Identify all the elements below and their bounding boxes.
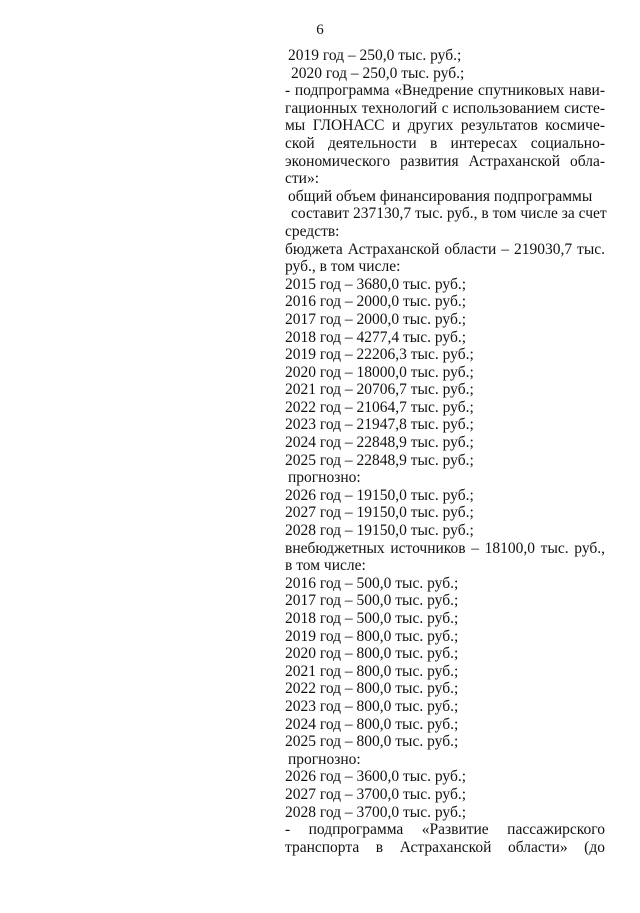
text-line: внебюджетных источников – 18100,0 тыс. руб., bbox=[285, 539, 605, 557]
text-line: 2027 год – 3700,0 тыс. руб.; bbox=[285, 785, 467, 803]
text-line: 2020 год – 250,0 тыс. руб.; bbox=[291, 64, 465, 82]
text-line: 2023 год – 21947,8 тыс. руб.; bbox=[285, 416, 474, 434]
text-line: - подпрограмма «Внедрение спутниковых нави- bbox=[285, 82, 605, 100]
text-line: сти»: bbox=[285, 170, 320, 188]
text-line: 2018 год – 4277,4 тыс. руб.; bbox=[285, 328, 467, 346]
text-line: 2025 год – 22848,9 тыс. руб.; bbox=[285, 451, 474, 469]
text-line: 2020 год – 800,0 тыс. руб.; bbox=[285, 645, 459, 663]
text-line: 2019 год – 250,0 тыс. руб.; bbox=[288, 47, 462, 64]
text-line: 2016 год – 500,0 тыс. руб.; bbox=[285, 574, 459, 592]
text-line: 2023 год – 800,0 тыс. руб.; bbox=[285, 697, 459, 715]
text-line: - подпрограмма «Развитие пассажирского bbox=[285, 821, 605, 839]
text-line: 2018 год – 500,0 тыс. руб.; bbox=[285, 610, 459, 627]
text-line: руб., в том числе: bbox=[285, 258, 401, 276]
text-line: 2025 год – 800,0 тыс. руб.; bbox=[285, 733, 459, 751]
text-line: мы ГЛОНАСС и других результатов космиче- bbox=[285, 117, 605, 135]
text-line: 2024 год – 800,0 тыс. руб.; bbox=[285, 715, 459, 733]
text-line: прогнозно: bbox=[288, 750, 361, 768]
text-line: 2020 год – 18000,0 тыс. руб.; bbox=[285, 363, 474, 381]
text-line: 2022 год – 800,0 тыс. руб.; bbox=[285, 680, 459, 698]
text-line: 2021 год – 20706,7 тыс. руб.; bbox=[285, 381, 474, 399]
text-line: прогнозно: bbox=[288, 469, 361, 487]
text-line: 2017 год – 500,0 тыс. руб.; bbox=[285, 592, 459, 610]
text-line: 2017 год – 2000,0 тыс. руб.; bbox=[285, 310, 467, 328]
text-line: ской деятельности в интересах социально- bbox=[285, 134, 605, 152]
text-line: в том числе: bbox=[285, 557, 366, 575]
text-line: 2019 год – 800,0 тыс. руб.; bbox=[285, 627, 459, 645]
text-line: 2024 год – 22848,9 тыс. руб.; bbox=[285, 434, 474, 452]
text-line: 2019 год – 22206,3 тыс. руб.; bbox=[285, 346, 474, 364]
text-line: 2028 год – 19150,0 тыс. руб.; bbox=[285, 522, 474, 540]
text-line: бюджета Астраханской области – 219030,7 тыс. bbox=[285, 240, 605, 258]
text-line: общий объем финансирования подпрограммы bbox=[288, 187, 593, 205]
text-line: 2015 год – 3680,0 тыс. руб.; bbox=[285, 275, 467, 293]
text-line: 2026 год – 3600,0 тыс. руб.; bbox=[285, 768, 467, 786]
text-line: 2022 год – 21064,7 тыс. руб.; bbox=[285, 398, 474, 416]
page-number: 6 bbox=[316, 22, 324, 38]
document-text bbox=[285, 47, 605, 856]
text-line: 2016 год – 2000,0 тыс. руб.; bbox=[285, 293, 467, 311]
text-line: 2027 год – 19150,0 тыс. руб.; bbox=[285, 504, 474, 522]
text-line: составит 237130,7 тыс. руб., в том числе за счет bbox=[291, 205, 607, 223]
text-line: 2028 год – 3700,0 тыс. руб.; bbox=[285, 803, 467, 821]
text-line: 2026 год – 19150,0 тыс. руб.; bbox=[285, 486, 474, 504]
text-line: 2021 год – 800,0 тыс. руб.; bbox=[285, 662, 459, 680]
text-line: транспорта в Астраханской области» (до bbox=[285, 838, 605, 856]
text-line: гационных технологий с использованием систе- bbox=[285, 99, 605, 117]
text-line: средств: bbox=[285, 222, 340, 240]
text-line: экономического развития Астраханской обла- bbox=[285, 152, 605, 170]
